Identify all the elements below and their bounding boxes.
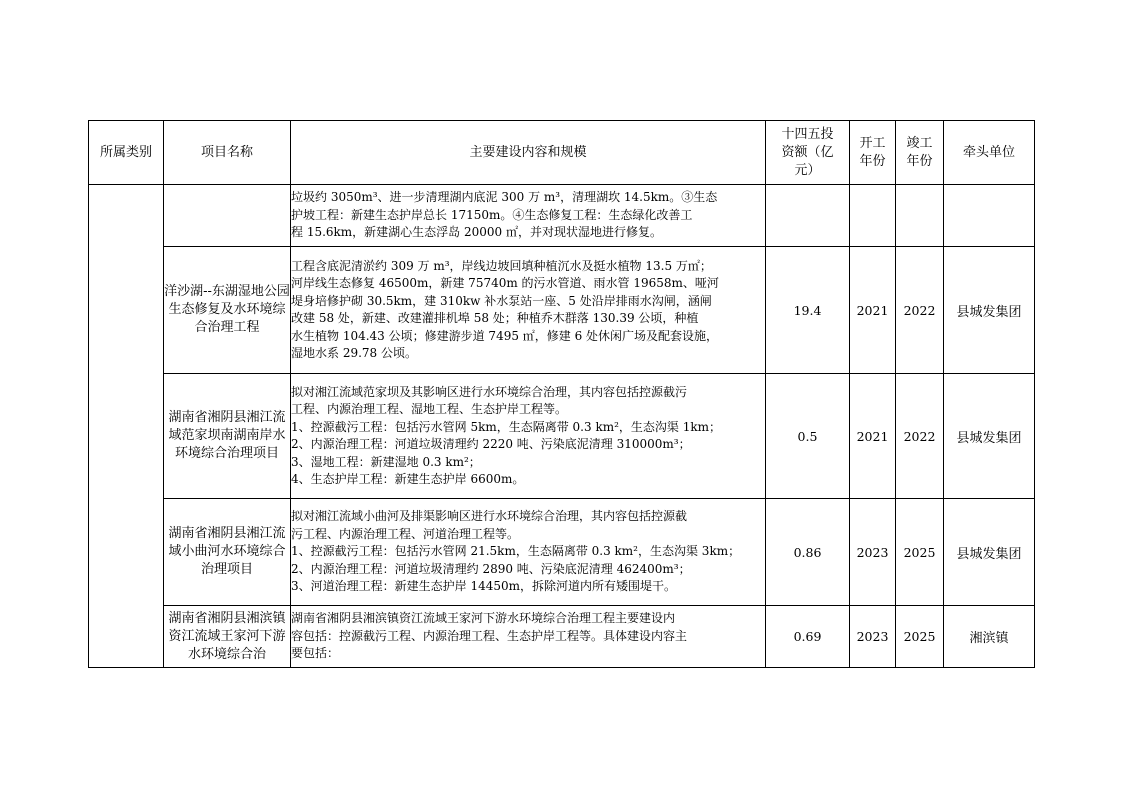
project-content [291,499,766,606]
content-line: 水生植物 104.43 公顷；修建游步道 7495 ㎡，修建 6 处休闲广场及配套设施， [291,328,719,343]
content-line: 工程含底泥清淤约 309 万 m³，岸线边坡回填种植沉水及挺水植物 13.5 万㎡； [291,258,712,273]
content-line: 拟对湘江流域小曲河及排渠影响区进行水环境综合治理，其内容包括控源截 [291,509,688,524]
content-line: 污工程、内源治理工程、河道治理工程等。 [291,526,520,541]
table-row [89,606,1035,668]
start-year: 2021 [850,247,896,374]
content-line: 2、内源治理工程：河道垃圾清理约 2220 吨、污染底泥清理 310000m³； [291,437,691,451]
lead-unit: 湘滨镇 [944,606,1035,668]
content-line: 工程、内源治理工程、湿地工程、生态护岸工程等。 [291,402,568,416]
content-line: 要包括： [291,646,340,661]
lead-unit: 县城发集团 [944,499,1035,606]
header-content: 主要建设内容和规模 [291,121,766,185]
project-content [291,185,766,247]
investment-value [766,185,850,247]
project-table [88,120,1035,668]
category-cell [89,185,164,668]
header-start-year [850,121,896,185]
content-line: 容包括：控源截污工程、内源治理工程、生态护岸工程等。具体建设内容主 [291,628,688,643]
content-line: 3、湿地工程：新建湿地 0.3 km²； [291,454,481,469]
investment-value: 0.69 [766,606,850,668]
start-year: 2021 [850,374,896,499]
investment-value: 0.5 [766,374,850,499]
header-start-line-1: 开工 [859,135,886,151]
end-year: 2022 [896,374,944,499]
start-year: 2023 [850,499,896,606]
content-line: 湖南省湘阴县湘滨镇资江流域王家河下游水环境综合治理工程主要建设内 [291,611,676,626]
start-year [850,185,896,247]
header-investment-line-1: 十四五投 [781,126,834,142]
table-row [89,374,1035,499]
content-line: 1、控源截污工程：包括污水管网 21.5km，生态隔离带 0.3 km²，生态沟渠 3km； [291,544,741,559]
lead-unit: 县城发集团 [944,247,1035,374]
content-line: 河岸线生态修复 46500m，新建 75740m 的污水管道、雨水管 19658m、哑河 [291,276,719,290]
project-content [291,247,766,374]
investment-value: 0.86 [766,499,850,606]
header-name: 项目名称 [164,121,291,185]
header-lead-unit: 牵头单位 [944,121,1035,185]
content-line: 堤身培修护砌 30.5km，建 310kw 补水泵站一座、5 处沿岸排雨水沟闸，涵闸 [291,293,712,308]
table-row [89,247,1035,374]
content-line: 改建 58 处，新建、改建灌排机埠 58 处；种植乔木群落 130.39 公顷，种植 [291,311,699,325]
lead-unit: 县城发集团 [944,374,1035,499]
header-end-line-2: 年份 [906,153,933,169]
project-content [291,606,766,668]
project-content [291,374,766,499]
table-row [89,185,1035,247]
header-end-line-1: 竣工 [906,135,933,151]
project-name: 洋沙湖--东湖湿地公园生态修复及水环境综合治理工程 [164,247,291,374]
project-name [164,185,291,247]
content-line: 1、控源截污工程：包括污水管网 5km，生态隔离带 0.3 km²，生态沟渠 1km； [291,419,722,434]
investment-value: 19.4 [766,247,850,374]
project-name: 湖南省湘阴县湘江流域小曲河水环境综合治理项目 [164,499,291,606]
content-line: 程 15.6km，新建湖心生态浮岛 20000 ㎡，并对现状湿地进行修复。 [291,225,662,240]
header-start-line-2: 年份 [859,153,886,169]
content-line: 护坡工程：新建生态护岸总长 17150m。④生态修复工程：生态绿化改善工 [291,207,693,222]
content-line: 拟对湘江流域范家坝及其影响区进行水环境综合治理，其内容包括控源截污 [291,384,688,399]
project-name: 湖南省湘阴县湘滨镇资江流域王家河下游水环境综合治 [164,606,291,668]
end-year: 2025 [896,606,944,668]
content-line: 湿地水系 29.78 公顷。 [291,346,417,360]
start-year: 2023 [850,606,896,668]
content-line: 垃圾约 3050m³、进一步清理湖内底泥 300 万 m³，清理湖坎 14.5km。③生态 [291,190,718,205]
content-line: 3、河道治理工程：新建生态护岸 14450m，拆除河道内所有矮围堤干。 [291,579,677,594]
end-year: 2022 [896,247,944,374]
header-row [89,121,1035,185]
header-category: 所属类别 [89,121,164,185]
table-row [89,499,1035,606]
content-line: 4、生态护岸工程：新建生态护岸 6600m。 [291,472,525,486]
end-year: 2025 [896,499,944,606]
header-investment-line-2: 资额（亿 [781,144,834,160]
header-end-year [896,121,944,185]
content-line: 2、内源治理工程：河道垃圾清理约 2890 吨、污染底泥清理 462400m³； [291,561,691,576]
header-investment-line-3: 元） [794,162,821,178]
header-investment [766,121,850,185]
project-name: 湖南省湘阴县湘江流域范家坝南湖南岸水环境综合治理项目 [164,374,291,499]
lead-unit [944,185,1035,247]
end-year [896,185,944,247]
